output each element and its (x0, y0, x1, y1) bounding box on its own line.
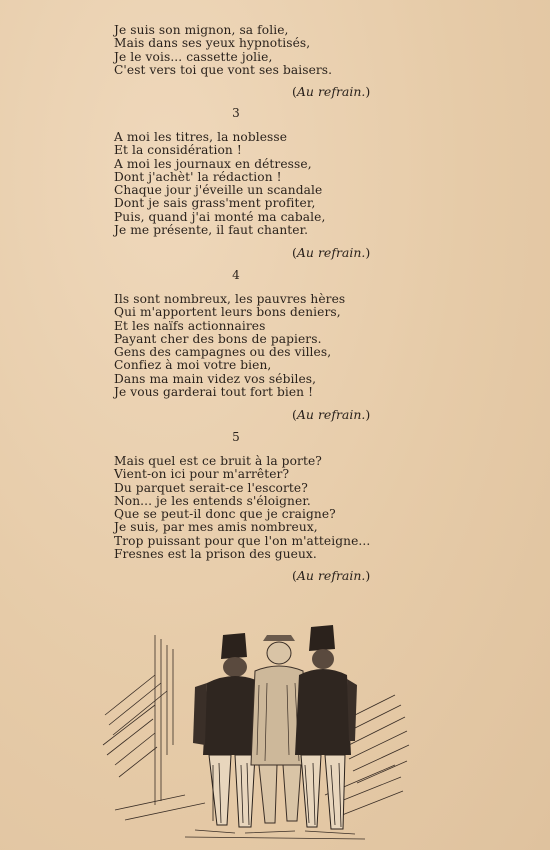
stanza-number: 5 (232, 430, 240, 444)
verse-line: Et les naïfs actionnaires (114, 318, 266, 333)
refrain-marker: (Au refrain.) (292, 407, 371, 422)
verse-line: Mais dans ses yeux hypnotisés, (114, 36, 311, 51)
verse-line: A moi les titres, la noblesse (114, 130, 288, 144)
verse-line: Dans ma main videz vos sébiles, (114, 371, 317, 386)
verse-line: Fresnes est la prison des gueux. (114, 547, 317, 562)
verse-line: Dont j'achèt' la rédaction ! (114, 169, 282, 184)
stanza-5 (114, 455, 370, 561)
verse-line: Vient-on ici pour m'arrêter? (114, 467, 290, 482)
refrain-marker: (Au refrain.) (292, 568, 371, 583)
verse-line: Ils sont nombreux, les pauvres hères (114, 292, 346, 306)
verse-line: Je suis son mignon, sa folie, (114, 23, 289, 37)
refrain-text: Au refrain. (296, 568, 366, 583)
stanza-4 (114, 293, 345, 399)
verse-line: Je me présente, il faut chanter. (114, 223, 309, 238)
refrain-text: Au refrain. (296, 407, 366, 422)
ground-shading (185, 830, 365, 839)
verse-line: Gens des campagnes ou des villes, (114, 345, 332, 360)
verse-line: C'est vers toi que vont ses baisers. (114, 62, 333, 77)
verse-line: Je vous garderai tout fort bien ! (114, 385, 314, 400)
verse-line: Mais quel est ce bruit à la porte? (114, 454, 322, 468)
verse-line: Je le vois... cassette jolie, (114, 49, 273, 64)
stanza-number: 4 (232, 268, 240, 282)
verse-line: Chaque jour j'éveille un scandale (114, 183, 323, 198)
verse-line: Non... je les entends s'éloigner. (114, 493, 311, 508)
verse-line: Payant cher des bons de papiers. (114, 331, 322, 346)
verse-line: Et la considération ! (114, 143, 242, 158)
stanza-number: 3 (232, 106, 240, 120)
verse-line: Puis, quand j'ai monté ma cabale, (114, 209, 326, 224)
stanza-3 (114, 131, 325, 237)
verse-line: Du parquet serait-ce l'escorte? (114, 480, 308, 495)
verse-line: Que se peut-il donc que je craigne? (114, 507, 336, 522)
verse-line: Qui m'apportent leurs bons deniers, (114, 305, 341, 320)
verse-line: A moi les journaux en détresse, (114, 156, 312, 171)
refrain-text: Au refrain. (296, 84, 366, 99)
verse-line: Je suis, par mes amis nombreux, (114, 520, 318, 535)
illustration-arrest-engraving (95, 605, 415, 845)
verse-line: Trop puissant pour que l'on m'atteigne... (114, 533, 371, 548)
refrain-marker: (Au refrain.) (292, 245, 371, 260)
verse-line: Dont je sais grass'ment profiter, (114, 196, 316, 211)
refrain-marker: (Au refrain.) (292, 84, 371, 99)
stanza-2-end (114, 24, 332, 77)
verse-line: Confiez à moi votre bien, (114, 358, 272, 373)
refrain-text: Au refrain. (296, 245, 366, 260)
